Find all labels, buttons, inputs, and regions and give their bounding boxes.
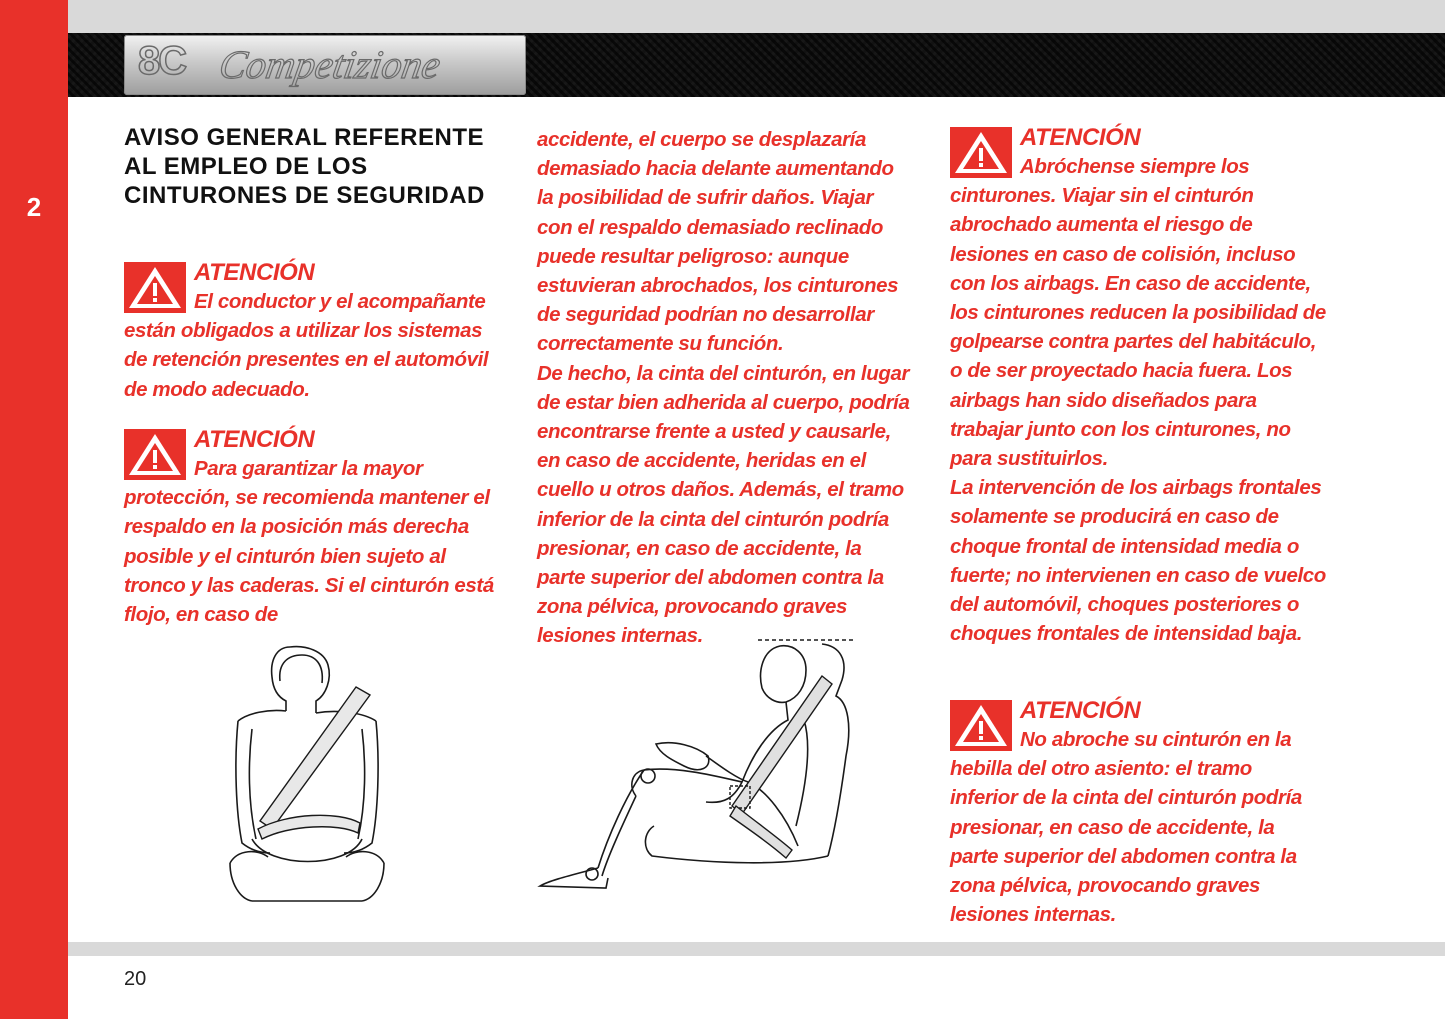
- warning-body: No abroche su cinturón en la hebilla del otro asiento: el tramo inferior de la cinta del cinturón podría presionar, en caso de accidente, la parte superior del abdomen contra la zona pélvica, provocando graves lesiones internas.: [950, 728, 1302, 927]
- section-heading: AVISO GENERAL REFERENTE AL EMPLEO DE LOS CINTURONES DE SEGURIDAD: [124, 124, 485, 209]
- warning-body: Para garantizar la mayor protección, se recomienda mantener el respaldo en la posición más derecha posible y el cinturón bien sujeto al tronco y las caderas. Si el cinturón está flojo, en caso de: [124, 457, 494, 627]
- paragraph: De hecho, la cinta del cinturón, en lugar de estar bien adherida al cuerpo, podría encontrarse frente a usted y causarle, en caso de accidente, heridas en el cuello u otros daños. Además, el tramo inferior de la cinta del cinturón podría presionar, en caso de accidente, la parte superior del abdomen contra la zona pélvica, provocando graves lesiones internas.: [537, 361, 910, 648]
- warning-triangle-icon: [950, 127, 1012, 178]
- logo: [124, 35, 526, 95]
- warning-triangle-icon: [950, 700, 1012, 751]
- warning-3: [950, 123, 1330, 648]
- chapter-number: 2: [26, 192, 42, 222]
- logo-script: Competizione: [216, 42, 444, 87]
- warning-triangle-icon: [124, 429, 186, 480]
- warning-4: [950, 696, 1315, 929]
- warning-title: ATENCIÓN: [1020, 124, 1141, 151]
- page-number: 20: [124, 968, 147, 990]
- warning-title: ATENCIÓN: [194, 426, 315, 453]
- footer-band: [68, 942, 1445, 956]
- paragraph: accidente, el cuerpo se desplazaría demasiado hacia delante aumentando la posibilidad de sufrir daños. Viajar con el respaldo demasiado reclinado puede resultar peligroso: aunque estuvieran abrochados, los cinturones de seguridad podrían no desarrollar correctamente su función.: [537, 128, 899, 356]
- seatbelt-side-illustration: [536, 636, 858, 906]
- paragraph: La intervención de los airbags frontales solamente se producirá en caso de choque frontal de intensidad media o fuerte; no intervienen en caso de vuelco del automóvil, choques posteriores o choques frontales de intensidad baja.: [950, 476, 1326, 646]
- seatbelt-front-illustration: [228, 643, 388, 903]
- top-band: [68, 0, 1445, 33]
- warning-title: ATENCIÓN: [1020, 697, 1141, 724]
- warning-2: [124, 425, 494, 629]
- chapter-tab: [0, 0, 68, 1019]
- column-2-text: [537, 125, 912, 651]
- warning-body: El conductor y el acompañante están obligados a utilizar los sistemas de retención presentes en el automóvil de modo adecuado.: [124, 290, 489, 401]
- warning-body: Abróchense siempre los cinturones. Viajar sin el cinturón abrochado aumenta el riesgo de lesiones en caso de colisión, incluso con los airbags. En caso de accidente, los cinturones reducen la posibilidad de golpearse contra partes del habitáculo, o de ser proyectado hacia fuera. Los airbags han sido diseñados para trabajar junto con los cinturones, no para sustituirlos.: [950, 155, 1326, 471]
- warning-triangle-icon: [124, 262, 186, 313]
- warning-title: ATENCIÓN: [194, 259, 315, 286]
- warning-1: [124, 258, 504, 404]
- logo-mark: 8C: [138, 39, 186, 83]
